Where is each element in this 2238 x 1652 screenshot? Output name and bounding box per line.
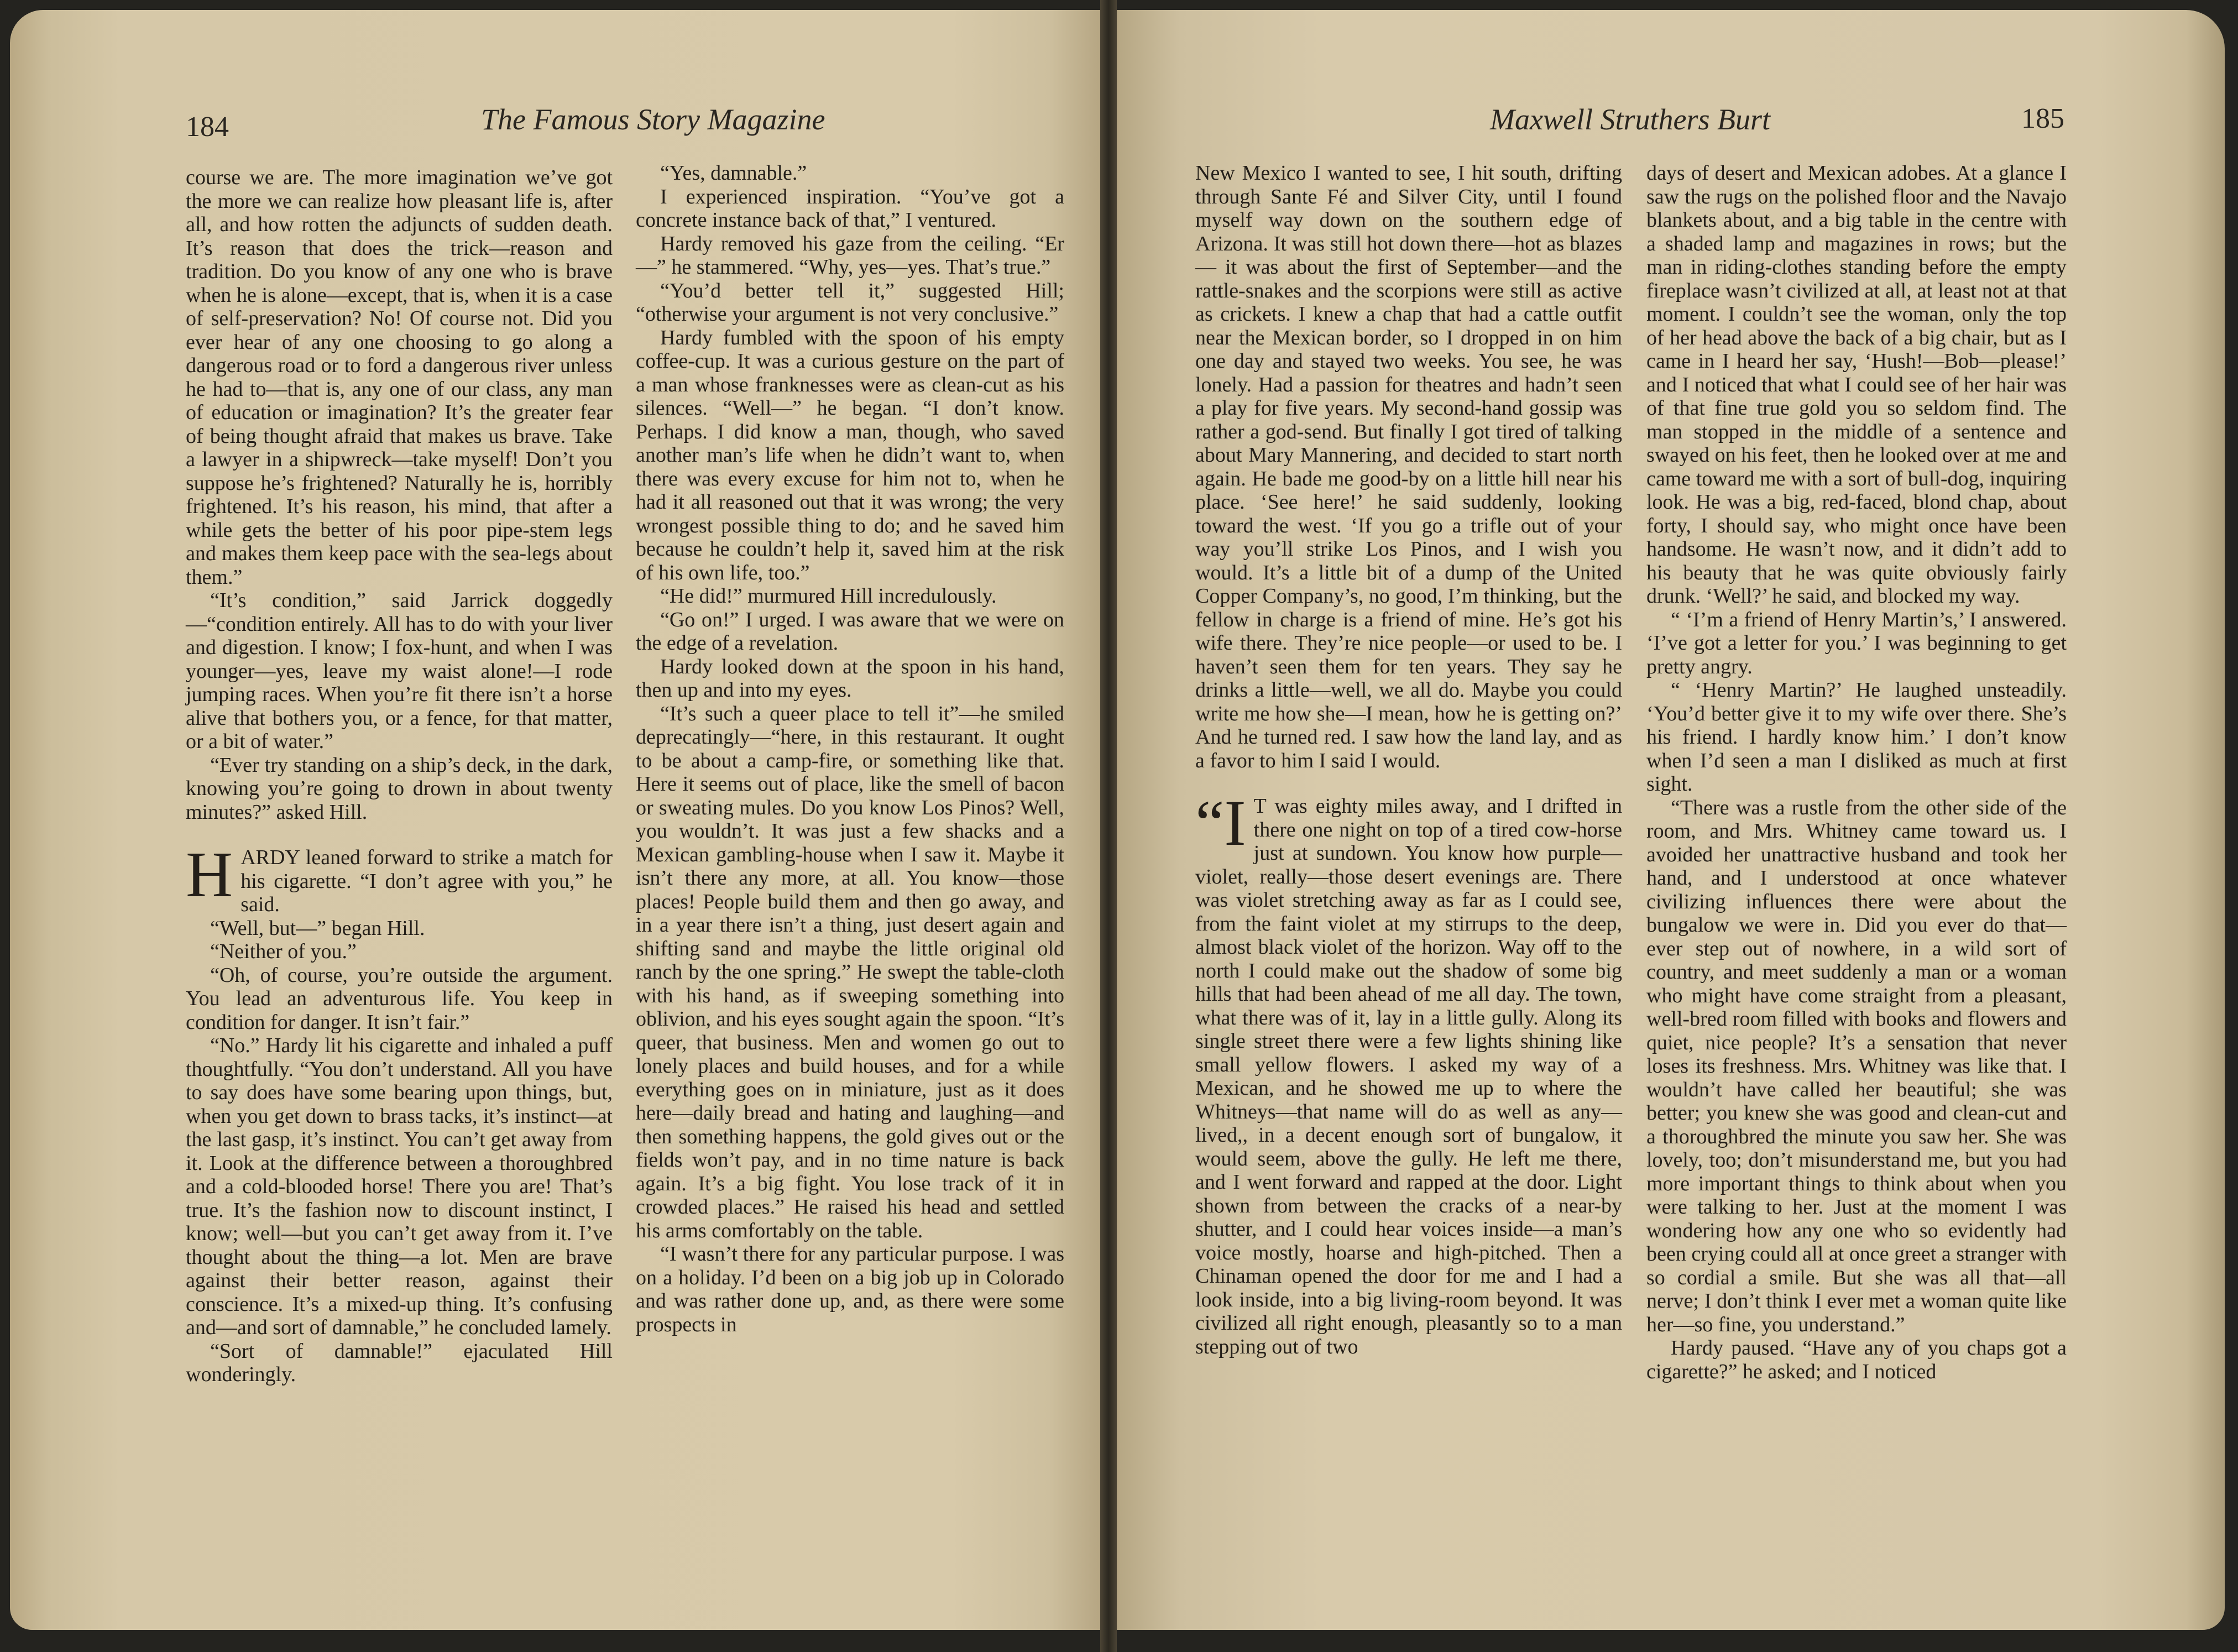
book-spine (1100, 0, 1117, 1652)
drop-cap: “I (1195, 787, 1246, 859)
paragraph: “You’d better tell it,” suggested Hill; “otherwise your argument is not very conclusive.” (636, 279, 1064, 326)
right-running-head: Maxwell Struthers Burt (1490, 103, 1770, 136)
paragraph: “Yes, damnable.” (660, 161, 807, 185)
paragraph: “There was a rustle from the other side of the room, and Mrs. Whitney came toward us. I avoided her unattractive husband and took her hand, and I understood at once whatever civilizing influences there were about the bungalow we were in. Did you ever do that—ever step out of nowhere, in a wild sort of country, and meet suddenly a man or a woman who might have come straight from a pleasant, well-bred room filled with books and flowers and quiet, nice people? It’s a sensation that never loses its freshness. Mrs. Whitney was like that. I wouldn’t have called her beautiful; she was better; you knew she was good and clean-cut and a thoroughbred the minute you saw her. She was lovely, too; don’t misunderstand me, but you had more important things to think about when you were talking to her. Just at the moment I was wondering how any one who so evidently had been crying could all at once greet a stranger with so cordial a smile. But she was all that—all nerve; I don’t think I ever met a woman quite like her—so fine, you understand.” (1646, 796, 2067, 1336)
right-column-1 (1195, 161, 1622, 1358)
paragraph: Hardy removed his gaze from the ceiling. “Er—” he stammered. “Why, yes—yes. That’s true.” (636, 232, 1064, 279)
paragraph: “Ever try standing on a ship’s deck, in the dark, knowing you’re going to drown in about twenty minutes?” asked Hill. (186, 753, 613, 824)
paragraph: “Neither of you.” (210, 940, 357, 963)
right-column-2 (1646, 161, 2067, 1383)
paragraph: “It’s condition,” said Jarrick doggedly—“condition entirely. All has to do with your liver and digestion. I know; I fox-hunt, and when I was younger—yes, leave my waist alone!—I rode jumping races. When you’re fit there isn’t a horse alive that bothers you, or a fence, for that matter, or a bit of water.” (186, 589, 613, 753)
paragraph: “It’s such a queer place to tell it”—he smiled deprecatingly—“here, in this restaurant. It ought to be about a camp-fire, or something like that. Here it seems out of place, like the smell of bacon or sweating mules. Do you know Los Pinos? Well, you wouldn’t. It was just a few shacks and a Mexican gambling-house when I saw it. Maybe it isn’t there any more, at all. You know—those places! People build them and then go away, and in a year there isn’t a thing, just desert again and shifting sand and maybe the little original old ranch by the one spring.” He swept the table-cloth with his hand, as if sweeping something into oblivion, and his eyes sought again the spoon. “It’s queer, that business. Men and women go out to lonely places and build houses, and for a while everything goes on in miniature, just as it does here—daily bread and hating and laughing—and then something happens, the gold gives out or the fields won’t pay, and in no time nature is back again. It’s a big fight. You lose track of it in crowded places.” He raised his head and settled his arms comfortably on the table. (636, 702, 1064, 1242)
paragraph: “I wasn’t there for any particular purpose. I was on a holiday. I’d been on a big job up in Colorado and was rather done up, and, as there were some prospects in (636, 1242, 1064, 1336)
paragraph: “No.” Hardy lit his cigarette and inhaled a puff thoughtfully. “You don’t understand. All you have to say does have some bearing upon things, but, when you get down to brass tacks, it’s instinct—at the last gasp, it’s instinct. You can’t get away from it. Look at the difference between a thoroughbred and a cold-blooded horse! There you are! That’s true. It’s the fashion now to discount instinct, I know; well—but you can’t get away from it. I’ve thought about the thing—a lot. Men are brave against their better reason, against their conscience. It’s a mixed-up thing. It’s confusing and—and sort of damnable,” he concluded lamely. (186, 1034, 613, 1339)
paragraph: New Mexico I wanted to see, I hit south, drifting through Sante Fé and Silver City, until I found myself way down on the southern edge of Arizona. It was still hot down there—hot as blazes— it was about the first of September—and the rattle-snakes and the scorpions were still as active as crickets. I knew a chap that had a cattle outfit near the Mexican border, so I dropped in on him one day and stayed two weeks. You see, he was lonely. Had a passion for theatres and hadn’t seen a play for five years. My second-hand gossip was rather a god-send. But finally I got tired of talking about Mary Mannering, and decided to start north again. He bade me good-by on a little hill near his place. ‘See here!’ he said suddenly, looking toward the west. ‘If you go a trifle out of your way you’ll strike Los Pinos, and I wish you would. It’s a little bit of a dump of the United Copper Company’s, no good, I’m thinking, but the fellow in charge is a friend of mine. He’s got his wife there. They’re nice people—or used to be. I haven’t seen them for ten years. They say he drinks a little—well, we all do. Maybe you could write me how she—I mean, how he is getting on?’ And he turned red. I saw how the land lay, and as a favor to him I said I would. (1195, 161, 1622, 772)
left-column-1 (186, 166, 613, 1387)
paragraph: Hardy paused. “Have any of you chaps got a cigarette?” he asked; and I noticed (1646, 1336, 2067, 1383)
paragraph: Hardy fumbled with the spoon of his empty coffee-cup. It was a curious gesture on the part of a man whose franknesses were as clean-cut as his silences. “Well—” he began. “I don’t know. Perhaps. I did know a man, though, who saved another man’s life when he didn’t want to, when there was every excuse for him not to, when he had it all reasoned out that it was wrong; the very wrongest possible thing to do; and he saved him because he couldn’t help it, saved him at the risk of his own life, too.” (636, 326, 1064, 584)
paragraph-dropcap: “I T was eighty miles away, and I drifted in there one night on top of a tired cow-horse just at sundown. You know how purple—violet, really—those desert evenings are. There was violet stretching away as far as I could see, from the faint violet at my stirrups to the deep, almost black violet of the horizon. Way off to the north I could make out the shadow of some big hills that had been ahead of me all day. The town, what there was of it, lay in a little gully. Along its single street there were a few lights shining like small yellow flowers. I asked my way of a Mexican, and he showed me up to where the Whitneys—that name will do as well as any—lived,, in a decent enough sort of bungalow, it would seem, above the gully. He left me there, and I went forward and rapped at the door. Light shown from between the cracks of a near-by shutter, and I could hear voices inside—a man’s voice mostly, hoarse and high-pitched. Then a Chinaman opened the door for me and I had a look inside, into a big living-room beyond. It was civilized all right enough, pleasantly so to a man stepping out of two (1195, 787, 1622, 1358)
paragraph: Hardy looked down at the spoon in his hand, then up and into my eyes. (636, 655, 1064, 702)
left-column-2 (636, 161, 1064, 1336)
paragraph: “ ‘I’m a friend of Henry Martin’s,’ I answered. ‘I’ve got a letter for you.’ I was beginning to get pretty angry. (1646, 608, 2067, 678)
paragraph: course we are. The more imagination we’ve got the more we can realize how pleasant life is, after all, and how rotten the adjuncts of sudden death. It’s reason that does the trick—reason and tradition. Do you know of any one who is brave when he is alone—except, that is, when it is a case of self-preservation? No! Of course not. Did you ever hear of any one choosing to go along a dangerous road or to ford a dangerous river unless he had to—that is, any one of our class, any man of education or imagination? It’s the greater fear of being thought afraid that makes us brave. Take a lawyer in a shipwreck—take myself! Don’t you suppose he’s frightened? Naturally he is, horribly frightened. It’s his reason, his mind, that after a while gets the better of his poor pipe-stem legs and makes them keep pace with the sea-legs about them.” (186, 166, 613, 589)
paragraph: days of desert and Mexican adobes. At a glance I saw the rugs on the polished floor and the Navajo blankets about, and a big table in the centre with a shaded lamp and magazines in rows; but the man in riding-clothes standing before the empty fireplace wasn’t civilized at all, at least not at that moment. I couldn’t see the woman, only the top of her head above the back of a big chair, but as I came in I heard her say, ‘Hush!—Bob—please!’ and I noticed that what I could see of her hair was of that fine true gold you so seldom find. The man stopped in the middle of a sentence and swayed on his feet, then he looked over at me and came toward me with a sort of bull-dog, inquiring look. He was a big, red-faced, blond chap, about forty, I should say, who might once have been handsome. He wasn’t now, and it didn’t add to his beauty that he was quite obviously fairly drunk. ‘Well?’ he said, and blocked my way. (1646, 161, 2067, 608)
paragraph: I experienced inspiration. “You’ve got a concrete instance back of that,” I ventured. (636, 185, 1064, 232)
left-running-head: The Famous Story Magazine (481, 103, 825, 136)
paragraph-dropcap: HARDY leaned forward to strike a match for his cigarette. “I don’t agree with you,” he said. (186, 838, 613, 916)
paragraph: “Go on!” I urged. I was aware that we were on the edge of a revelation. (636, 608, 1064, 655)
paragraph: “Well, but—” began Hill. (210, 916, 425, 940)
drop-cap: H (186, 838, 233, 911)
left-page-number: 184 (186, 111, 229, 143)
paragraph: “Sort of damnable!” ejaculated Hill wonderingly. (186, 1339, 613, 1386)
paragraph: “ ‘Henry Martin?’ He laughed unsteadily. ‘You’d better give it to my wife over there. She’s his friend. I hardly know him.’ I don’t know when I’d seen a man I disliked as much at first sight. (1646, 678, 2067, 796)
paragraph: “Oh, of course, you’re outside the argument. You lead an adventurous life. You keep in condition for danger. It isn’t fair.” (186, 963, 613, 1034)
right-page-number: 185 (2021, 103, 2064, 134)
paragraph: “He did!” murmured Hill incredulously. (660, 584, 997, 608)
